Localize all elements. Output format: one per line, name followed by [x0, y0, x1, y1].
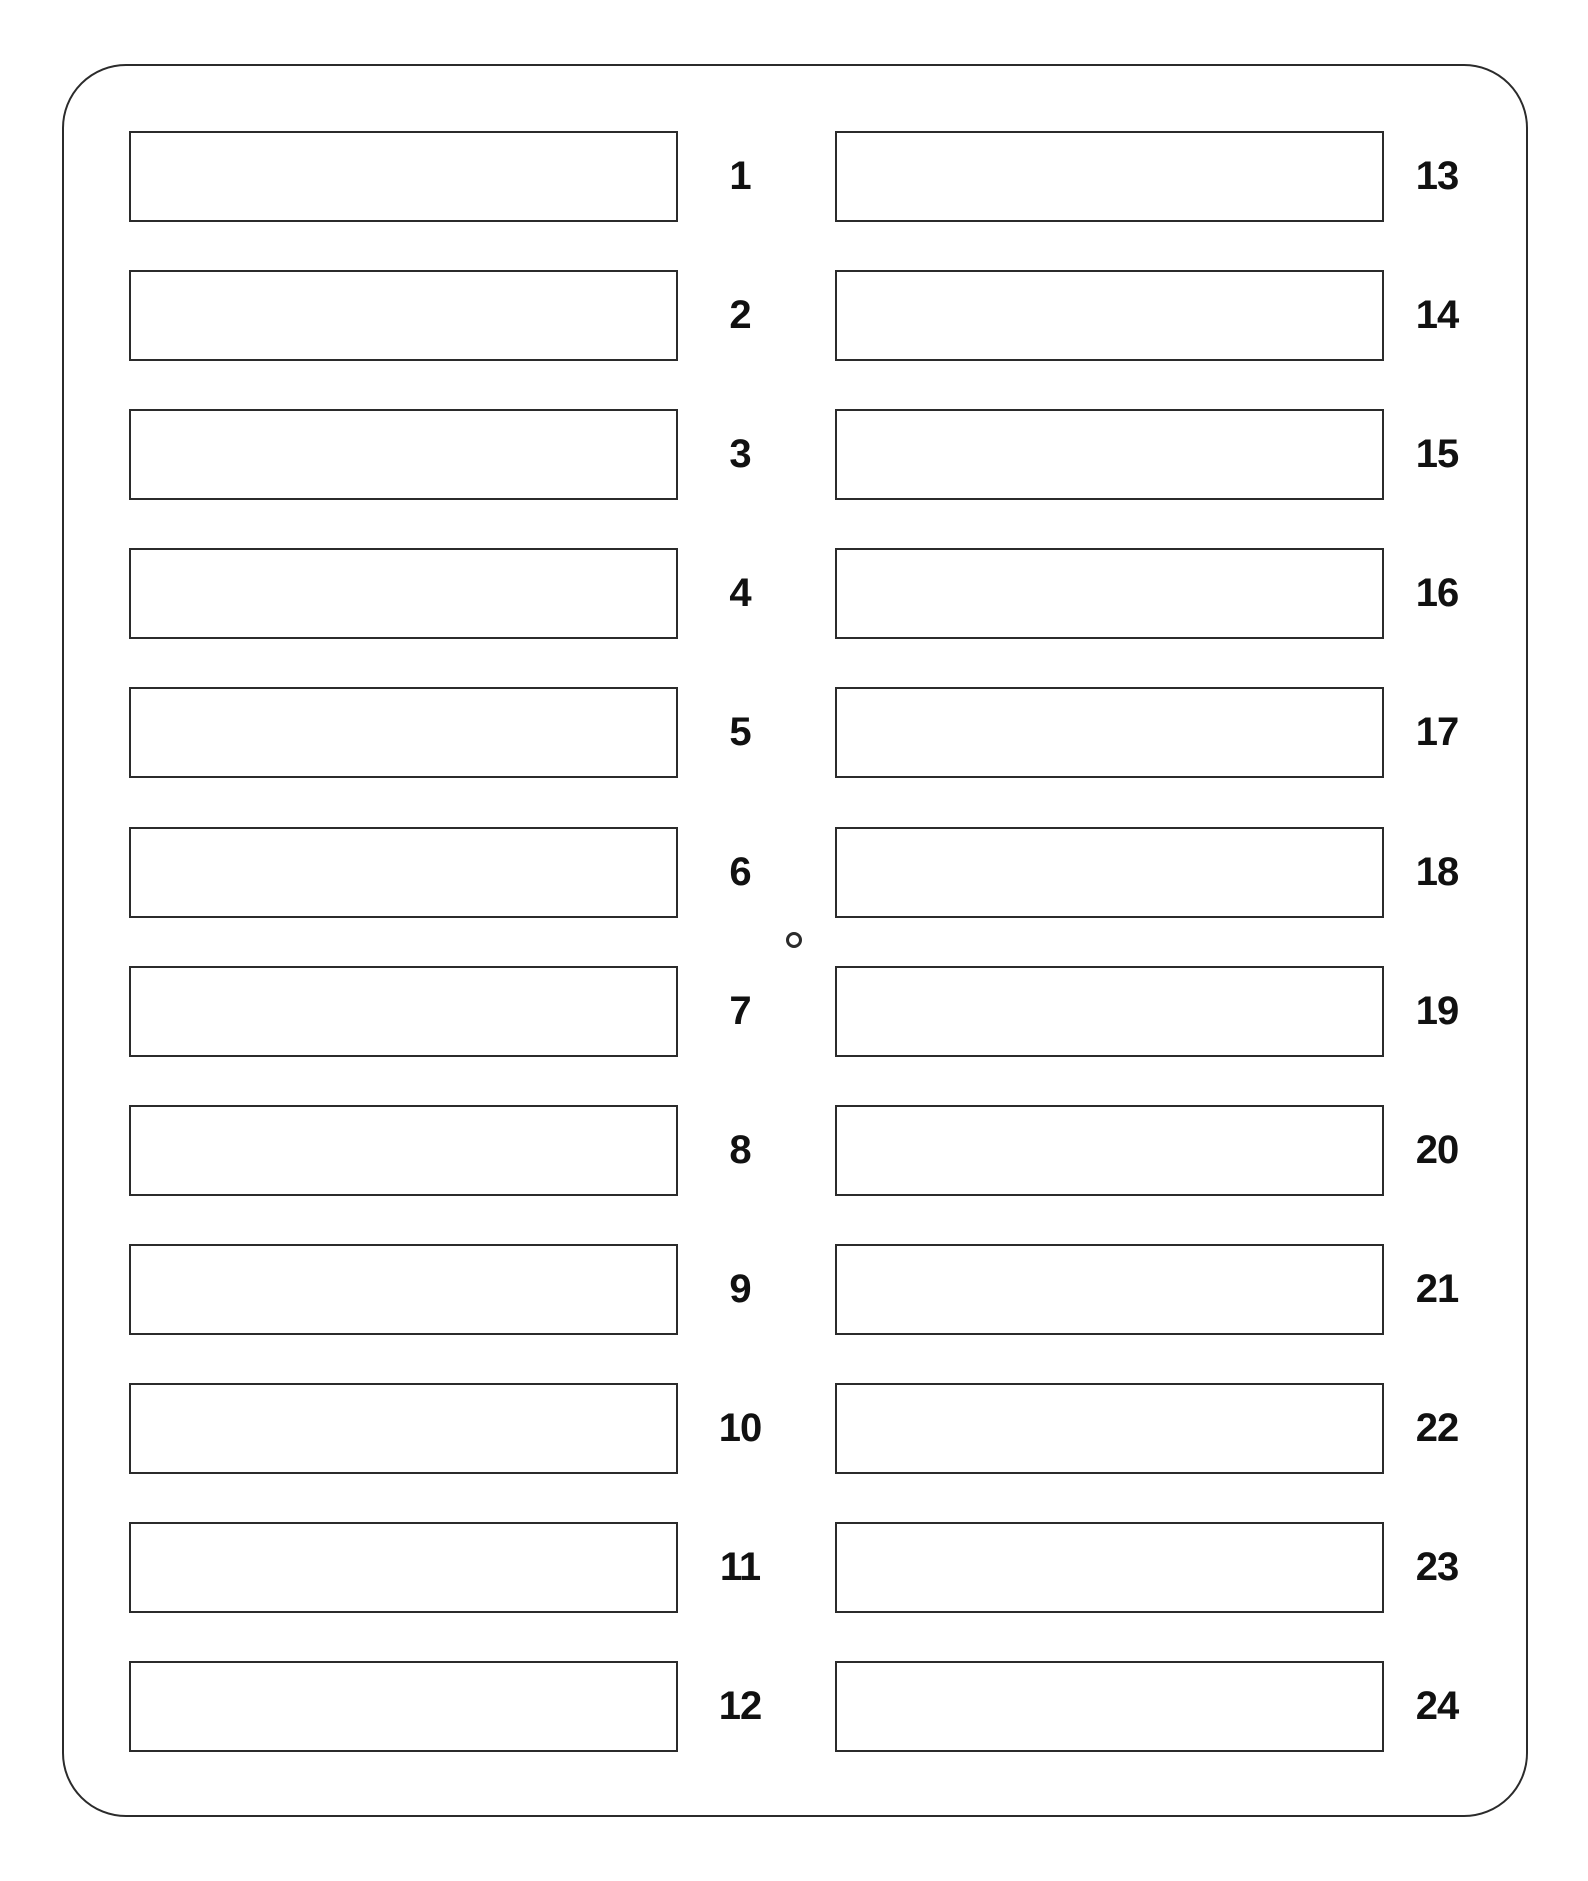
fuse-slot-5 — [129, 687, 678, 778]
fuse-number-label: 20 — [1415, 1128, 1459, 1172]
fuse-slot-12 — [129, 1661, 678, 1752]
fuse-slot-7 — [129, 966, 678, 1057]
fuse-slot-22 — [835, 1383, 1384, 1474]
fuse-slot-23 — [835, 1522, 1384, 1613]
fuse-number-label: 13 — [1415, 154, 1459, 198]
fuse-number-label: 15 — [1415, 432, 1459, 476]
fuse-slot-15 — [835, 409, 1384, 500]
fuse-slot-20 — [835, 1105, 1384, 1196]
fuse-slot-10 — [129, 1383, 678, 1474]
fuse-slot-3 — [129, 409, 678, 500]
fuse-number-label: 12 — [718, 1684, 762, 1728]
fuse-number-label: 23 — [1415, 1545, 1459, 1589]
fuse-slot-21 — [835, 1244, 1384, 1335]
fuse-slot-6 — [129, 827, 678, 918]
fuse-number-label: 10 — [718, 1406, 762, 1450]
fuse-number-label: 24 — [1415, 1684, 1459, 1728]
fuse-number-label: 7 — [729, 989, 751, 1033]
fuse-slot-11 — [129, 1522, 678, 1613]
fuse-number-label: 5 — [729, 710, 751, 754]
fuse-number-label: 21 — [1415, 1267, 1459, 1311]
fuse-slot-24 — [835, 1661, 1384, 1752]
fuse-slot-13 — [835, 131, 1384, 222]
fuse-number-label: 9 — [729, 1267, 751, 1311]
fuse-number-label: 3 — [729, 432, 751, 476]
fuse-slot-4 — [129, 548, 678, 639]
fuse-slot-8 — [129, 1105, 678, 1196]
fuse-slot-9 — [129, 1244, 678, 1335]
fuse-slot-18 — [835, 827, 1384, 918]
fuse-number-label: 2 — [729, 293, 751, 337]
fuse-number-label: 6 — [729, 850, 751, 894]
fuse-number-label: 18 — [1415, 850, 1459, 894]
fuse-number-label: 22 — [1415, 1406, 1459, 1450]
fuse-slot-2 — [129, 270, 678, 361]
fuse-slot-19 — [835, 966, 1384, 1057]
fuse-number-label: 4 — [729, 571, 751, 615]
fuse-number-label: 19 — [1415, 989, 1459, 1033]
fuse-number-label: 14 — [1415, 293, 1459, 337]
fuse-number-label: 16 — [1415, 571, 1459, 615]
fuse-slot-14 — [835, 270, 1384, 361]
fuse-slot-16 — [835, 548, 1384, 639]
fuse-slot-1 — [129, 131, 678, 222]
fuse-number-label: 17 — [1415, 710, 1459, 754]
fuse-number-label: 8 — [729, 1128, 751, 1172]
fuse-slot-17 — [835, 687, 1384, 778]
fuse-number-label: 11 — [719, 1545, 761, 1589]
fuse-number-label: 1 — [729, 154, 751, 198]
mounting-hole — [786, 932, 802, 948]
